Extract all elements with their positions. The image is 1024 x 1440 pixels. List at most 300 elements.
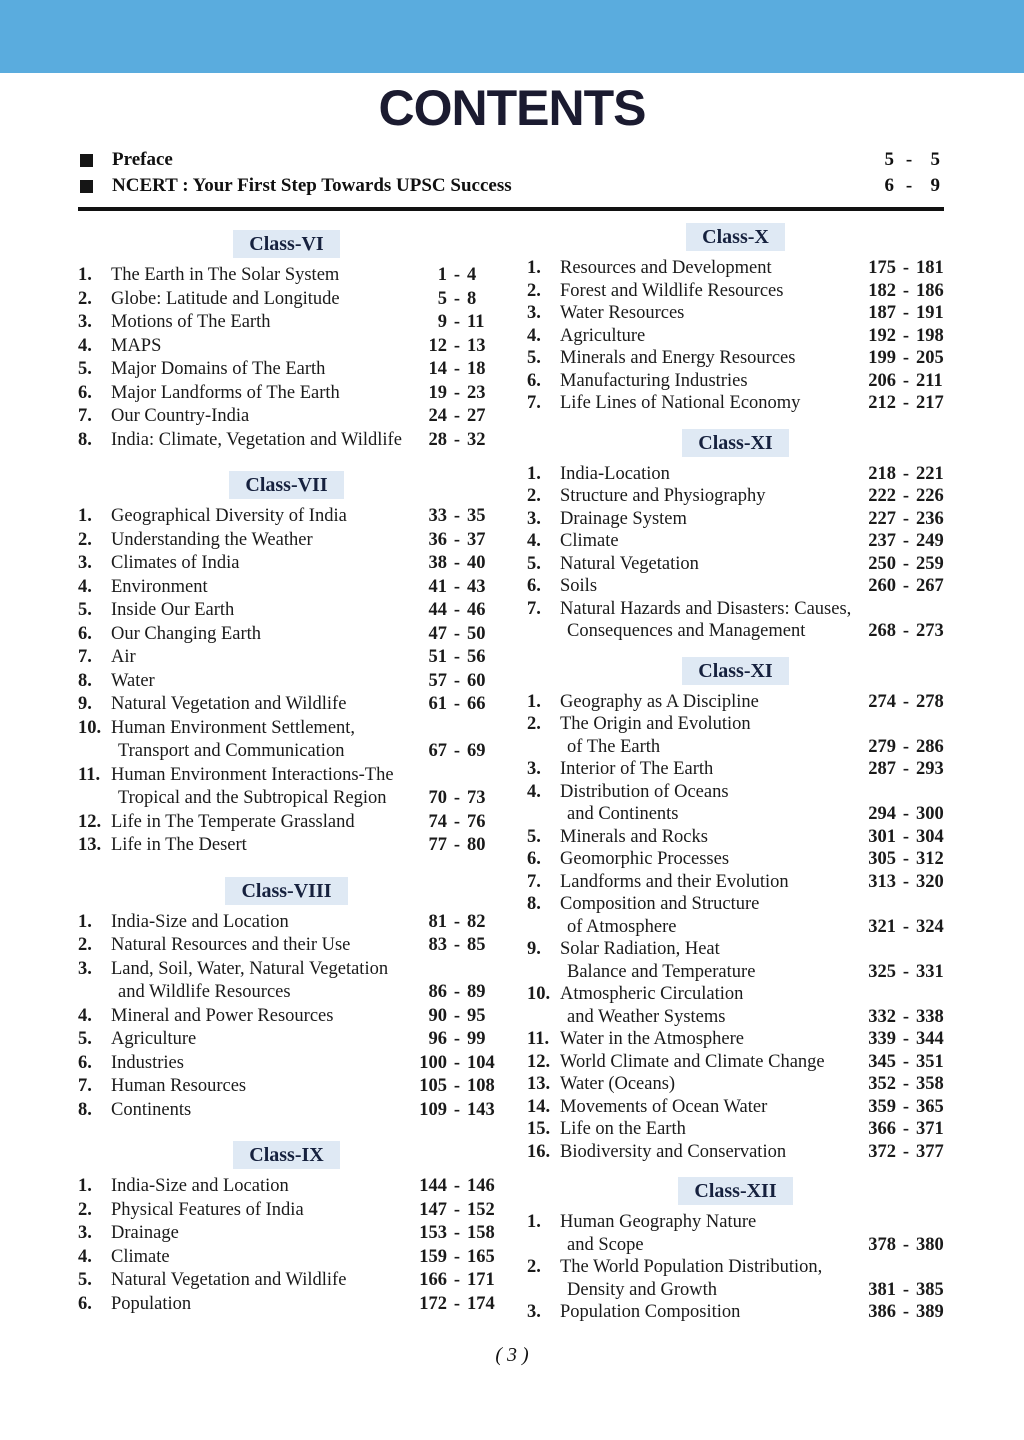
range-dash: - (902, 463, 910, 484)
page-number-start: 70 (428, 788, 447, 808)
toc-row (527, 713, 944, 736)
page-range (419, 1099, 495, 1123)
range-dash: - (902, 325, 910, 346)
item-number: 13. (78, 835, 102, 855)
page-range (419, 981, 495, 1005)
page-number-start: 105 (419, 1076, 447, 1096)
page-range (868, 530, 944, 553)
range-dash: - (453, 741, 461, 761)
item-title: Agriculture (111, 1029, 197, 1049)
toc-row (78, 1028, 495, 1052)
item-number: 5. (527, 348, 541, 368)
page-number-end: 46 (467, 600, 486, 620)
toc-row (78, 382, 495, 406)
page-number-start: 38 (428, 553, 447, 573)
page-range (868, 736, 944, 759)
page-number-end: 293 (916, 759, 944, 779)
page-range (868, 370, 944, 393)
page-range (419, 264, 495, 288)
item-number: 5. (527, 553, 541, 574)
item-title: Density and Growth (567, 1279, 718, 1300)
toc-row (78, 693, 495, 717)
toc-row (78, 1246, 495, 1270)
contents-column-right (527, 211, 944, 1324)
page-number-end: 32 (467, 429, 486, 450)
page-number-end: 95 (467, 1005, 486, 1026)
item-number: 2. (527, 486, 541, 506)
toc-row (78, 1005, 495, 1029)
toc-row (78, 288, 495, 312)
toc-row (78, 1099, 495, 1123)
toc-row (78, 358, 495, 382)
page-number-end: 9 (930, 175, 940, 196)
toc-row (78, 429, 495, 453)
item-number: 1. (78, 1176, 92, 1196)
page-range (872, 173, 940, 199)
item-number: 1. (527, 463, 541, 484)
page-number-start: 294 (868, 804, 896, 824)
page-number-start: 250 (868, 553, 896, 574)
page-range (868, 1073, 944, 1096)
item-number: 7. (527, 598, 541, 619)
toc-row (78, 311, 495, 335)
toc-row (78, 811, 495, 835)
item-number: 1. (527, 258, 541, 278)
item-title: Our Changing Earth (111, 623, 262, 644)
item-number: 6. (78, 623, 92, 644)
range-dash: - (453, 1270, 461, 1290)
class-section (527, 429, 944, 643)
page-number-start: 144 (419, 1176, 447, 1196)
page-number-end: 60 (467, 670, 486, 691)
page-number-start: 332 (868, 1006, 896, 1027)
item-title: Natural Vegetation and Wildlife (111, 1270, 347, 1290)
toc-row (78, 1293, 495, 1317)
page-number-end: 217 (916, 393, 944, 413)
range-dash: - (453, 529, 461, 550)
toc-row (78, 911, 495, 935)
page-number-end: 27 (467, 406, 486, 426)
item-number: 3. (78, 1223, 92, 1243)
item-number: 1. (78, 506, 92, 526)
page-number-end: 198 (916, 325, 944, 346)
page-number-end: 226 (916, 486, 944, 506)
toc-row (78, 1199, 495, 1223)
toc-row (527, 1118, 944, 1141)
page-number-end: 286 (916, 736, 944, 757)
square-bullet-icon (80, 154, 93, 167)
page-number-end: 8 (467, 288, 477, 309)
page-number-end: 165 (467, 1246, 495, 1267)
item-title: Water (111, 670, 155, 691)
range-dash: - (453, 1005, 461, 1026)
page-range (419, 811, 495, 835)
page-range (419, 1005, 495, 1029)
page-number-end: 104 (467, 1052, 495, 1073)
page-range (419, 1246, 495, 1270)
page-number-end: 56 (467, 647, 486, 667)
toc-row (527, 1073, 944, 1096)
page-number-end: 76 (467, 811, 486, 832)
page-number-end: 18 (467, 359, 486, 379)
item-title: Water in the Atmosphere (560, 1029, 744, 1049)
item-number: 5. (78, 600, 92, 620)
item-title: Population Composition (560, 1302, 741, 1322)
item-number (78, 981, 111, 1005)
item-title: India-Size and Location (111, 911, 289, 932)
toc-row (78, 981, 495, 1005)
item-number: 5. (78, 1029, 92, 1049)
item-title: Forest and Wildlife Resources (560, 280, 784, 301)
page-number-start: 159 (419, 1246, 447, 1267)
page-number-start: 381 (868, 1279, 896, 1300)
page-range (868, 302, 944, 325)
range-dash: - (902, 553, 910, 574)
item-number: 3. (527, 759, 541, 779)
page-number-end: 365 (916, 1096, 944, 1117)
page-number-end: 300 (916, 804, 944, 824)
page-number-end: 43 (467, 576, 486, 597)
page-number-end: 324 (916, 916, 944, 937)
toc-row (527, 1301, 944, 1324)
page-number-start: 187 (868, 303, 896, 323)
range-dash: - (453, 429, 461, 450)
page-number-start: 237 (868, 531, 896, 551)
range-dash: - (453, 1052, 461, 1073)
item-title: Distribution of Oceans (560, 781, 729, 802)
item-title: Air (111, 647, 136, 667)
item-number: 4. (78, 1005, 92, 1026)
page-number-start: 19 (428, 382, 447, 403)
page-range (868, 848, 944, 871)
page-number-end: 23 (467, 382, 486, 403)
range-dash: - (453, 1293, 461, 1314)
range-dash: - (453, 359, 461, 379)
page-number-start: 218 (868, 463, 896, 484)
item-number (527, 1279, 560, 1302)
item-title: Life on the Earth (560, 1119, 686, 1139)
item-title: Geography as A Discipline (560, 691, 759, 712)
toc-row (78, 623, 495, 647)
range-dash: - (902, 1302, 910, 1322)
class-heading: Class-VI (233, 230, 339, 258)
item-number: 15. (527, 1119, 551, 1139)
page-number-end: 4 (467, 265, 477, 285)
class-heading-wrap (78, 230, 495, 258)
item-title: and Wildlife Resources (118, 982, 291, 1002)
class-heading-wrap (527, 657, 944, 685)
item-number: 11. (527, 1029, 550, 1049)
item-title: Human Geography Nature (560, 1212, 757, 1232)
item-title: India: Climate, Vegetation and Wildlife (111, 429, 402, 450)
item-title: Human Environment Interactions-The (111, 764, 394, 785)
page-range (419, 911, 495, 935)
page-number-start: 287 (868, 759, 896, 779)
page-number-end: 13 (467, 335, 486, 356)
page-number-end: 377 (916, 1141, 944, 1162)
page-number-end: 37 (467, 529, 486, 550)
page-range (868, 1118, 944, 1141)
toc-row (78, 335, 495, 359)
range-dash: - (902, 1279, 910, 1300)
item-number: 4. (527, 325, 541, 346)
item-title: Mineral and Power Resources (111, 1005, 334, 1026)
class-heading: Class-IX (233, 1141, 339, 1169)
page-number-end: 205 (916, 348, 944, 368)
page-number-end: 11 (467, 312, 485, 332)
toc-row (527, 938, 944, 961)
range-dash: - (902, 691, 910, 712)
range-dash: - (902, 303, 910, 323)
toc-row (527, 893, 944, 916)
toc-row (78, 740, 495, 764)
toc-row (78, 646, 495, 670)
range-dash: - (453, 811, 461, 832)
item-title: Movements of Ocean Water (560, 1096, 768, 1117)
item-title: Major Landforms of The Earth (111, 382, 340, 403)
range-dash: - (902, 1074, 910, 1094)
item-number: 5. (78, 359, 92, 379)
page-range (419, 599, 495, 623)
range-dash: - (902, 849, 910, 869)
item-title: Understanding the Weather (111, 529, 313, 550)
page-range (868, 485, 944, 508)
toc-row (527, 598, 944, 621)
page-range (419, 382, 495, 406)
item-number: 8. (78, 670, 92, 691)
item-title: Life in The Temperate Grassland (111, 811, 355, 832)
range-dash: - (453, 1199, 461, 1220)
page-range (868, 1006, 944, 1029)
item-title: Human Environment Settlement, (111, 717, 356, 738)
page-number-start: 352 (868, 1074, 896, 1094)
item-title: Human Resources (111, 1076, 247, 1096)
page-number-end: 171 (467, 1270, 495, 1290)
class-section (78, 1141, 495, 1316)
item-number: 2. (527, 280, 541, 301)
page-range (419, 1175, 495, 1199)
range-dash: - (902, 1141, 910, 1162)
page-number-start: 5 (437, 288, 447, 309)
item-title: Life in The Desert (111, 835, 247, 855)
page-number-start: 260 (868, 576, 896, 596)
range-dash: - (453, 265, 461, 285)
toc-row (527, 803, 944, 826)
page-number-start: 47 (428, 623, 447, 644)
page-range (868, 257, 944, 280)
toc-row (527, 826, 944, 849)
page-range (868, 347, 944, 370)
page-number-start: 305 (868, 849, 896, 869)
front-matter (80, 147, 940, 199)
front-matter-row (80, 147, 940, 173)
page-range (419, 1199, 495, 1223)
range-dash: - (453, 647, 461, 667)
page-range (868, 1141, 944, 1164)
page-number-start: 57 (428, 670, 447, 691)
item-title: Continents (111, 1099, 192, 1120)
page-range (868, 691, 944, 714)
page-number-start: 222 (868, 486, 896, 506)
class-heading-wrap (78, 877, 495, 905)
item-number: 7. (78, 1076, 92, 1096)
toc-row (527, 508, 944, 531)
range-dash: - (902, 576, 910, 596)
page-range (419, 1293, 495, 1317)
item-title: Our Country-India (111, 406, 250, 426)
range-dash: - (453, 600, 461, 620)
toc-row (527, 848, 944, 871)
page-range (419, 1028, 495, 1052)
item-number: 2. (78, 529, 92, 550)
range-dash: - (905, 149, 913, 170)
page-number-end: 320 (916, 871, 944, 892)
class-section (527, 657, 944, 1164)
page-number-start: 182 (868, 280, 896, 301)
page-number-start: 345 (868, 1051, 896, 1072)
page-range (868, 553, 944, 576)
item-title: Industries (111, 1052, 184, 1073)
item-title: and Continents (567, 804, 679, 824)
item-number: 4. (78, 335, 92, 356)
item-number (527, 1234, 560, 1257)
page-range (419, 429, 495, 453)
item-number: 4. (78, 1246, 92, 1267)
item-number: 5. (527, 826, 541, 847)
item-number: 3. (527, 303, 541, 323)
page-range (868, 392, 944, 415)
page-range (419, 670, 495, 694)
toc-row (78, 1269, 495, 1293)
class-heading-wrap (78, 471, 495, 499)
item-title: Composition and Structure (560, 894, 760, 914)
page-number-start: 81 (428, 911, 447, 932)
item-title: Agriculture (560, 325, 646, 346)
class-heading: Class-XI (682, 657, 788, 685)
page-number-end: 278 (916, 691, 944, 712)
item-number: 12. (78, 811, 102, 832)
range-dash: - (453, 911, 461, 932)
range-dash: - (902, 1096, 910, 1117)
toc-row (78, 576, 495, 600)
item-title: Balance and Temperature (567, 961, 756, 982)
item-title: and Scope (567, 1234, 644, 1255)
toc-row (527, 530, 944, 553)
class-heading-wrap (527, 1177, 944, 1205)
page-number-start: 36 (428, 529, 447, 550)
item-number: 2. (527, 1257, 541, 1277)
item-title: of The Earth (567, 736, 661, 757)
page-number-start: 366 (868, 1119, 896, 1139)
item-number: 4. (527, 531, 541, 551)
page-number-end: 80 (467, 835, 486, 855)
item-number: 4. (527, 781, 541, 802)
page-number-end: 211 (916, 370, 943, 391)
toc-row (527, 758, 944, 781)
page-number-start: 14 (428, 359, 447, 379)
page-number-end: 73 (467, 788, 486, 808)
page-number-start: 9 (437, 312, 447, 332)
page-number-end: 304 (916, 826, 944, 847)
range-dash: - (453, 1223, 461, 1243)
page-number-end: 331 (916, 961, 944, 982)
page-number-end: 82 (467, 911, 486, 932)
item-title: Major Domains of The Earth (111, 359, 326, 379)
page-number-end: 259 (916, 553, 944, 574)
toc-row (527, 1141, 944, 1164)
page-number-start: 6 (884, 175, 894, 196)
range-dash: - (902, 508, 910, 529)
page-range (872, 147, 940, 173)
range-dash: - (453, 1076, 461, 1096)
range-dash: - (453, 788, 461, 808)
range-dash: - (902, 280, 910, 301)
toc-row (527, 1028, 944, 1051)
page-number-end: 66 (467, 694, 486, 714)
item-title: Natural Resources and their Use (111, 935, 351, 955)
item-number: 10. (527, 984, 551, 1004)
item-title: Natural Vegetation (560, 553, 699, 574)
page-range (419, 1075, 495, 1099)
range-dash: - (902, 370, 910, 391)
page-range (868, 1234, 944, 1257)
toc-row (527, 1279, 944, 1302)
page-number-start: 77 (428, 835, 447, 855)
page-number-start: 386 (868, 1302, 896, 1322)
toc-row (78, 552, 495, 576)
item-title: Climate (560, 531, 619, 551)
item-title: Natural Hazards and Disasters: Causes, (560, 598, 852, 619)
item-title: India-Size and Location (111, 1176, 289, 1196)
range-dash: - (453, 670, 461, 691)
toc-row (527, 781, 944, 804)
toc-row (78, 958, 495, 982)
page-number-start: 109 (419, 1099, 447, 1120)
item-number: 9. (527, 939, 541, 959)
page-range (868, 961, 944, 984)
page-range (419, 311, 495, 335)
page-number-start: 378 (868, 1234, 896, 1255)
page-number-start: 199 (868, 348, 896, 368)
page-range (419, 934, 495, 958)
toc-row (527, 916, 944, 939)
toc-row (78, 405, 495, 429)
range-dash: - (902, 1234, 910, 1255)
toc-row (527, 463, 944, 486)
range-dash: - (902, 961, 910, 982)
top-blue-bar (0, 0, 1024, 73)
toc-row (527, 1096, 944, 1119)
item-title: The Origin and Evolution (560, 714, 751, 734)
item-number: 14. (527, 1096, 551, 1117)
page-range (868, 463, 944, 486)
page-number-start: 268 (868, 621, 896, 641)
page-number-end: 50 (467, 623, 486, 644)
range-dash: - (902, 531, 910, 551)
toc-row (78, 834, 495, 858)
page-number-start: 86 (428, 982, 447, 1002)
item-number (527, 620, 560, 643)
page-range (419, 576, 495, 600)
page-range (419, 405, 495, 429)
toc-row (527, 691, 944, 714)
range-dash: - (902, 804, 910, 824)
item-number (527, 803, 560, 826)
page-number-end: 338 (916, 1006, 944, 1027)
class-section (527, 223, 944, 415)
toc-row (527, 1006, 944, 1029)
toc-row (527, 325, 944, 348)
